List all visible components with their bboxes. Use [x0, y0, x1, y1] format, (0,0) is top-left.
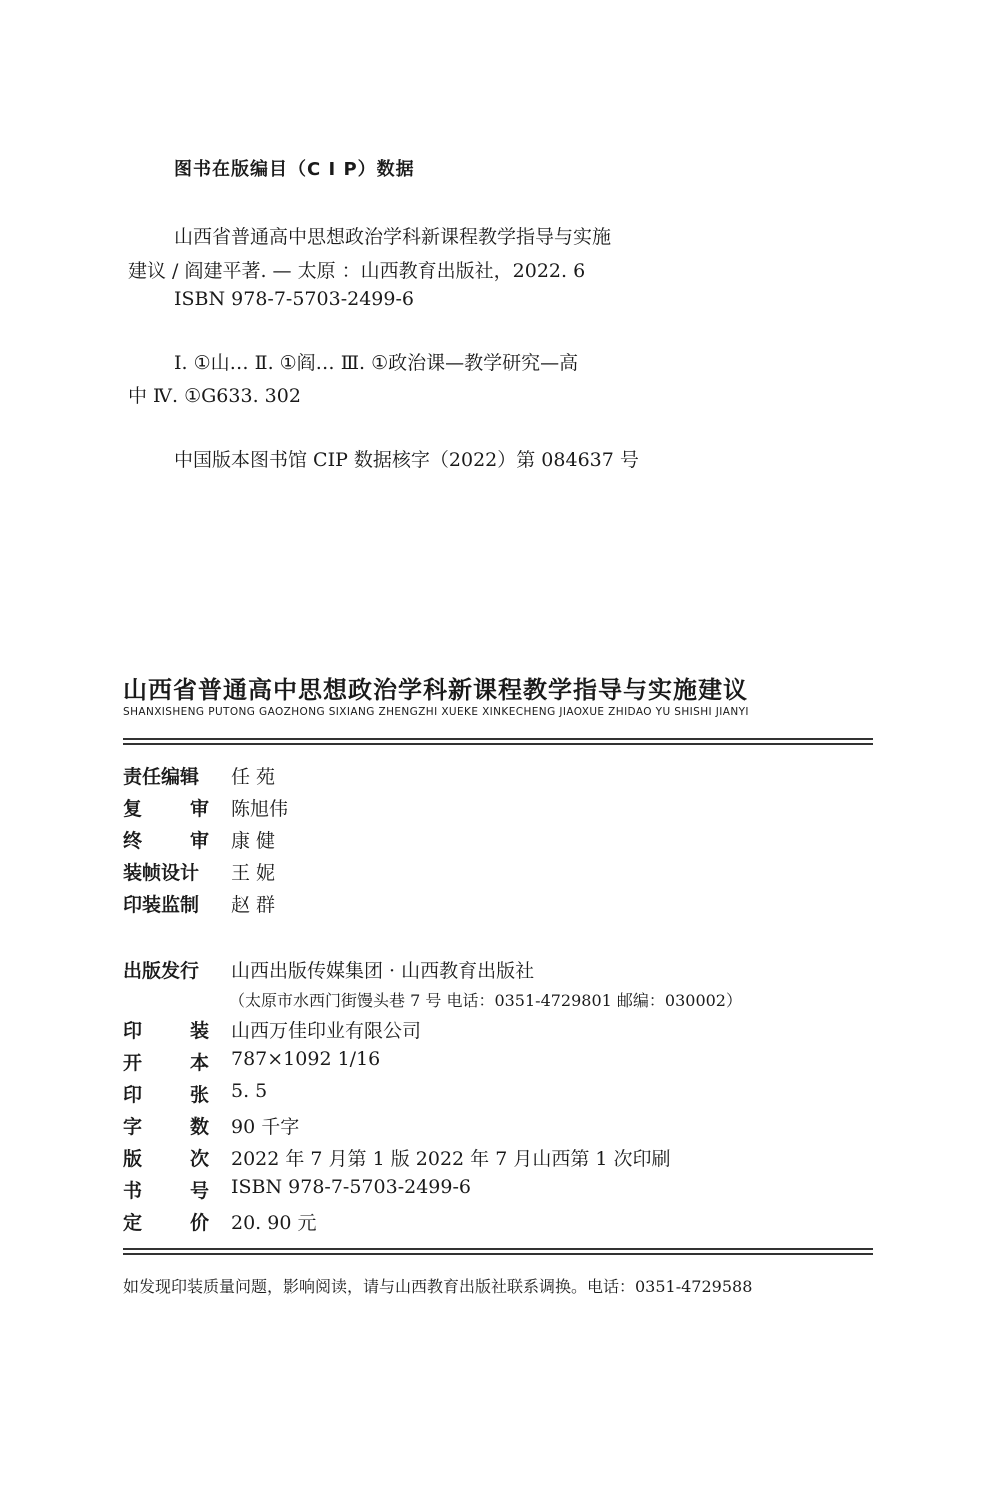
pub-label-format: [123, 1048, 209, 1075]
publisher-value: 山西出版传媒集团 · 山西教育出版社: [231, 960, 535, 982]
pub-value-price: 20. 90 元: [231, 1212, 317, 1234]
cip-title-line2: 建议 / 阎建平著. — 太原 ：山西教育出版社，2022. 6: [128, 260, 586, 282]
label-char: 书: [123, 1180, 143, 1202]
publisher-address: （太原市水西门街馒头巷 7 号 电话：0351-4729801 邮编：030002）: [229, 991, 742, 1010]
cip-verification: 中国版本图书馆 CIP 数据核字（2022）第 084637 号: [174, 449, 639, 471]
pub-value-format: 787×1092 1/16: [231, 1048, 381, 1070]
book-title: 山西省普通高中思想政治学科新课程教学指导与实施建议: [123, 676, 748, 704]
divider-bottom-2: [123, 1253, 873, 1255]
label-char: 号: [189, 1180, 209, 1202]
label-char: 版: [123, 1148, 143, 1170]
pub-label-edition: [123, 1144, 209, 1171]
cip-class-line1: Ⅰ. ①山… Ⅱ. ①阎… Ⅲ. ①政治课—教学研究—高: [174, 352, 579, 374]
publisher-label: 出版发行: [123, 960, 200, 982]
pub-value-printing: 山西万佳印业有限公司: [231, 1020, 422, 1042]
label-char: 印: [123, 1020, 143, 1042]
pub-value-sheets: 5. 5: [231, 1080, 268, 1102]
cip-title-line1: 山西省普通高中思想政治学科新课程教学指导与实施: [174, 226, 612, 248]
cip-class-line2: 中 Ⅳ. ①G633. 302: [128, 385, 301, 407]
label-char: 字: [123, 1116, 143, 1138]
credit-label-design: 装帧设计: [123, 862, 200, 884]
credit-value-design: 王 妮: [231, 862, 276, 884]
credit-label-editor: 责任编辑: [123, 766, 200, 788]
divider-top-2: [123, 743, 873, 745]
credit-value-editor: 任 苑: [231, 766, 276, 788]
label-char: 本: [189, 1052, 209, 1074]
pub-label-word-count: [123, 1112, 209, 1139]
credit-value-review: 陈旭伟: [231, 798, 289, 820]
pub-label-printing: [123, 1016, 209, 1043]
credit-label-final-review: [123, 826, 209, 853]
pub-value-isbn: ISBN 978-7-5703-2499-6: [231, 1176, 471, 1198]
label-char: 终: [123, 830, 143, 852]
pub-label-sheets: [123, 1080, 209, 1107]
label-char: 次: [189, 1148, 209, 1170]
credit-label-review: [123, 794, 209, 821]
label-char: 开: [123, 1052, 143, 1074]
credit-value-final-review: 康 健: [231, 830, 276, 852]
label-char: 定: [123, 1212, 143, 1234]
credit-value-print-supervision: 赵 群: [231, 894, 276, 916]
pub-label-isbn: [123, 1176, 209, 1203]
cip-isbn: ISBN 978-7-5703-2499-6: [174, 288, 414, 310]
label-char: 数: [189, 1116, 209, 1138]
label-char: 张: [189, 1084, 209, 1106]
label-char: 审: [189, 830, 209, 852]
label-char: 价: [189, 1212, 209, 1234]
pub-value-word-count: 90 千字: [231, 1116, 300, 1138]
divider-bottom-1: [123, 1248, 873, 1250]
label-char: 装: [189, 1020, 209, 1042]
credit-label-print-supervision: 印装监制: [123, 894, 200, 916]
pub-value-edition: 2022 年 7 月第 1 版 2022 年 7 月山西第 1 次印刷: [231, 1148, 671, 1170]
cip-heading: 图书在版编目（C I P）数据: [174, 159, 415, 180]
book-title-pinyin: SHANXISHENG PUTONG GAOZHONG SIXIANG ZHENGZHI XUEKE XINKECHENG JIAOXUE ZHIDAO YU SHISHI JIANYI: [123, 706, 749, 718]
label-char: 印: [123, 1084, 143, 1106]
label-char: 审: [189, 798, 209, 820]
pub-label-price: [123, 1208, 209, 1235]
quality-notice: 如发现印装质量问题，影响阅读，请与山西教育出版社联系调换。电话：0351-4729588: [123, 1277, 753, 1296]
divider-top-1: [123, 738, 873, 740]
label-char: 复: [123, 798, 143, 820]
